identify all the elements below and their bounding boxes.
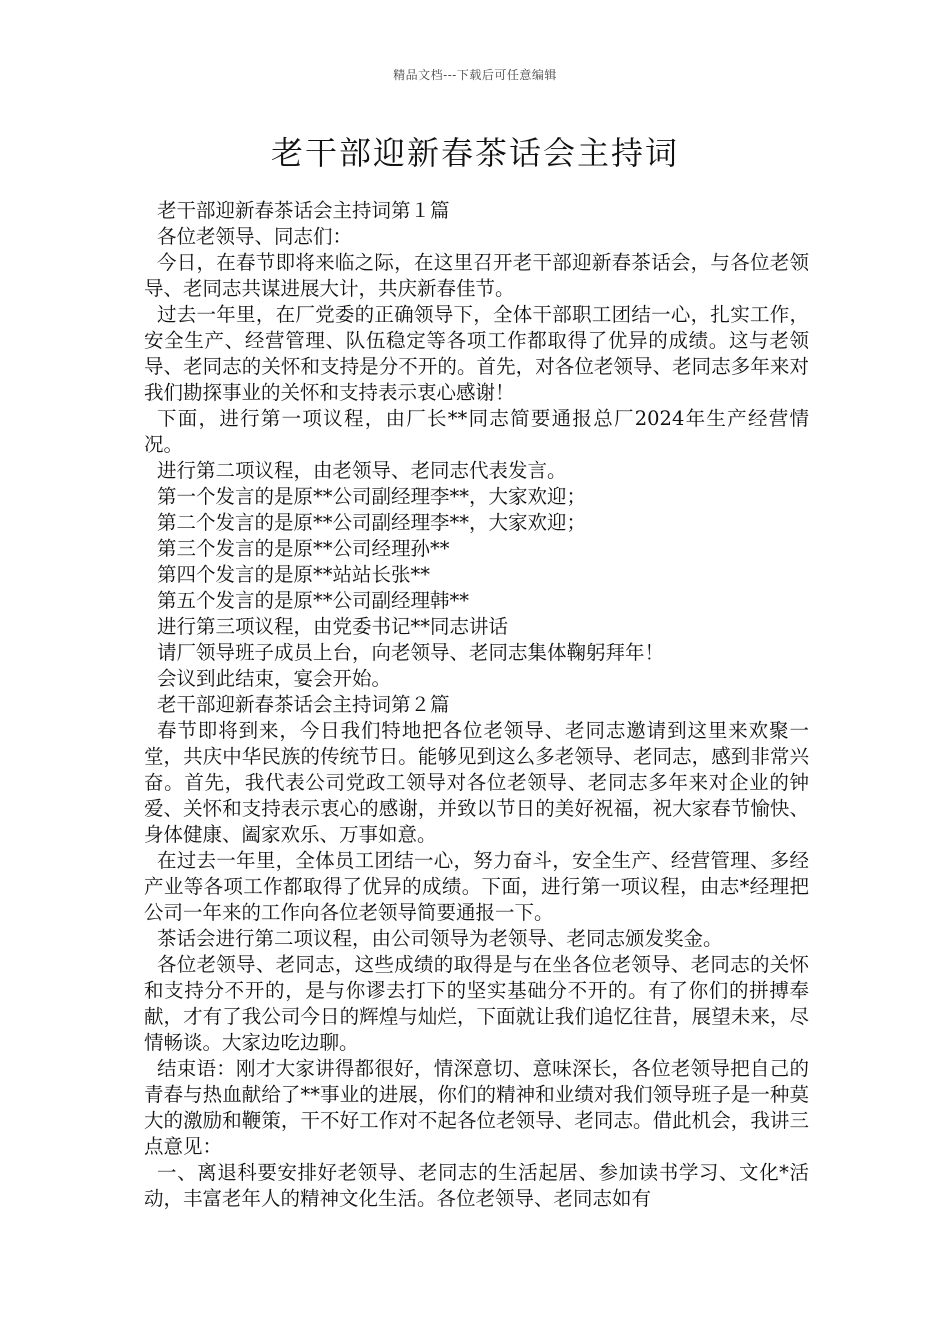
paragraph: 第四个发言的是原**站站长张** (157, 563, 431, 586)
section-heading-1: 老干部迎新春茶话会主持词第１篇 (157, 199, 450, 222)
paragraph: 各位老领导、同志们： (157, 225, 353, 248)
paragraph: 下面，进行第一项议程，由厂长**同志简要通报总厂2024年生产经营情况。 (144, 407, 809, 456)
paragraph: 在过去一年里，全体员工团结一心，努力奋斗，安全生产、经营管理、多经产业等各项工作都取得了优异的成绩。下面，进行第一项议程，由志*经理把公司一年来的工作向各位老领导简要通报一下。 (144, 849, 809, 924)
paragraph: 进行第三项议程，由党委书记**同志讲话 (157, 615, 509, 638)
paragraph: 结束语：刚才大家讲得都很好，情深意切、意味深长，各位老领导把自己的青春与热血献给了**事业的进展，你们的精神和业绩对我们领导班子是一种莫大的激励和鞭策，干不好工作对不起各位老领导、老同志。借此机会，我讲三点意见： (144, 1057, 809, 1158)
paragraph: 一、离退科要安排好老领导、老同志的生活起居、参加读书学习、文化*活动，丰富老年人的精神文化生活。各位老领导、老同志如有 (144, 1161, 809, 1210)
document-body (144, 198, 809, 1212)
paragraph: 第一个发言的是原**公司副经理李**，大家欢迎； (157, 485, 587, 508)
paragraph: 进行第二项议程，由老领导、老同志代表发言。 (157, 459, 567, 482)
header-note: 精品文档---下载后可任意编辑 (393, 68, 557, 82)
paragraph: 第五个发言的是原**公司副经理韩** (157, 589, 470, 612)
paragraph: 今日，在春节即将来临之际，在这里召开老干部迎新春茶话会，与各位老领导、老同志共谋进展大计，共庆新春佳节。 (144, 251, 809, 300)
section-heading-2: 老干部迎新春茶话会主持词第２篇 (157, 693, 450, 716)
paragraph: 过去一年里，在厂党委的正确领导下，全体干部职工团结一心，扎实工作，安全生产、经营管理、队伍稳定等各项工作都取得了优异的成绩。这与老领导、老同志的关怀和支持是分不开的。首先，对各位老领导、老同志多年来对我们勘探事业的关怀和支持表示衷心感谢！ (144, 303, 809, 404)
paragraph: 各位老领导、老同志，这些成绩的取得是与在坐各位老领导、老同志的关怀和支持分不开的，是与你谬去打下的坚实基础分不开的。有了你们的拼搏奉献，才有了我公司今日的辉煌与灿烂，下面就让我们追忆往昔，展望未来，尽情畅谈。大家边吃边聊。 (144, 953, 809, 1054)
paragraph: 春节即将到来，今日我们特地把各位老领导、老同志邀请到这里来欢聚一堂，共庆中华民族的传统节日。能够见到这么多老领导、老同志，感到非常兴奋。首先，我代表公司党政工领导对各位老领导、老同志多年来对企业的钟爱、关怀和支持表示衷心的感谢，并致以节日的美好祝福，祝大家春节愉快、身体健康、阖家欢乐、万事如意。 (144, 719, 809, 846)
paragraph: 第二个发言的是原**公司副经理李**，大家欢迎； (157, 511, 587, 534)
document-title: 老干部迎新春茶话会主持词 (270, 134, 679, 172)
paragraph: 请厂领导班子成员上台，向老领导、老同志集体鞠躬拜年！ (157, 641, 665, 664)
paragraph: 会议到此结束，宴会开始。 (157, 667, 392, 690)
paragraph: 第三个发言的是原**公司经理孙** (157, 537, 450, 560)
paragraph: 茶话会进行第二项议程，由公司领导为老领导、老同志颁发奖金。 (157, 927, 723, 950)
